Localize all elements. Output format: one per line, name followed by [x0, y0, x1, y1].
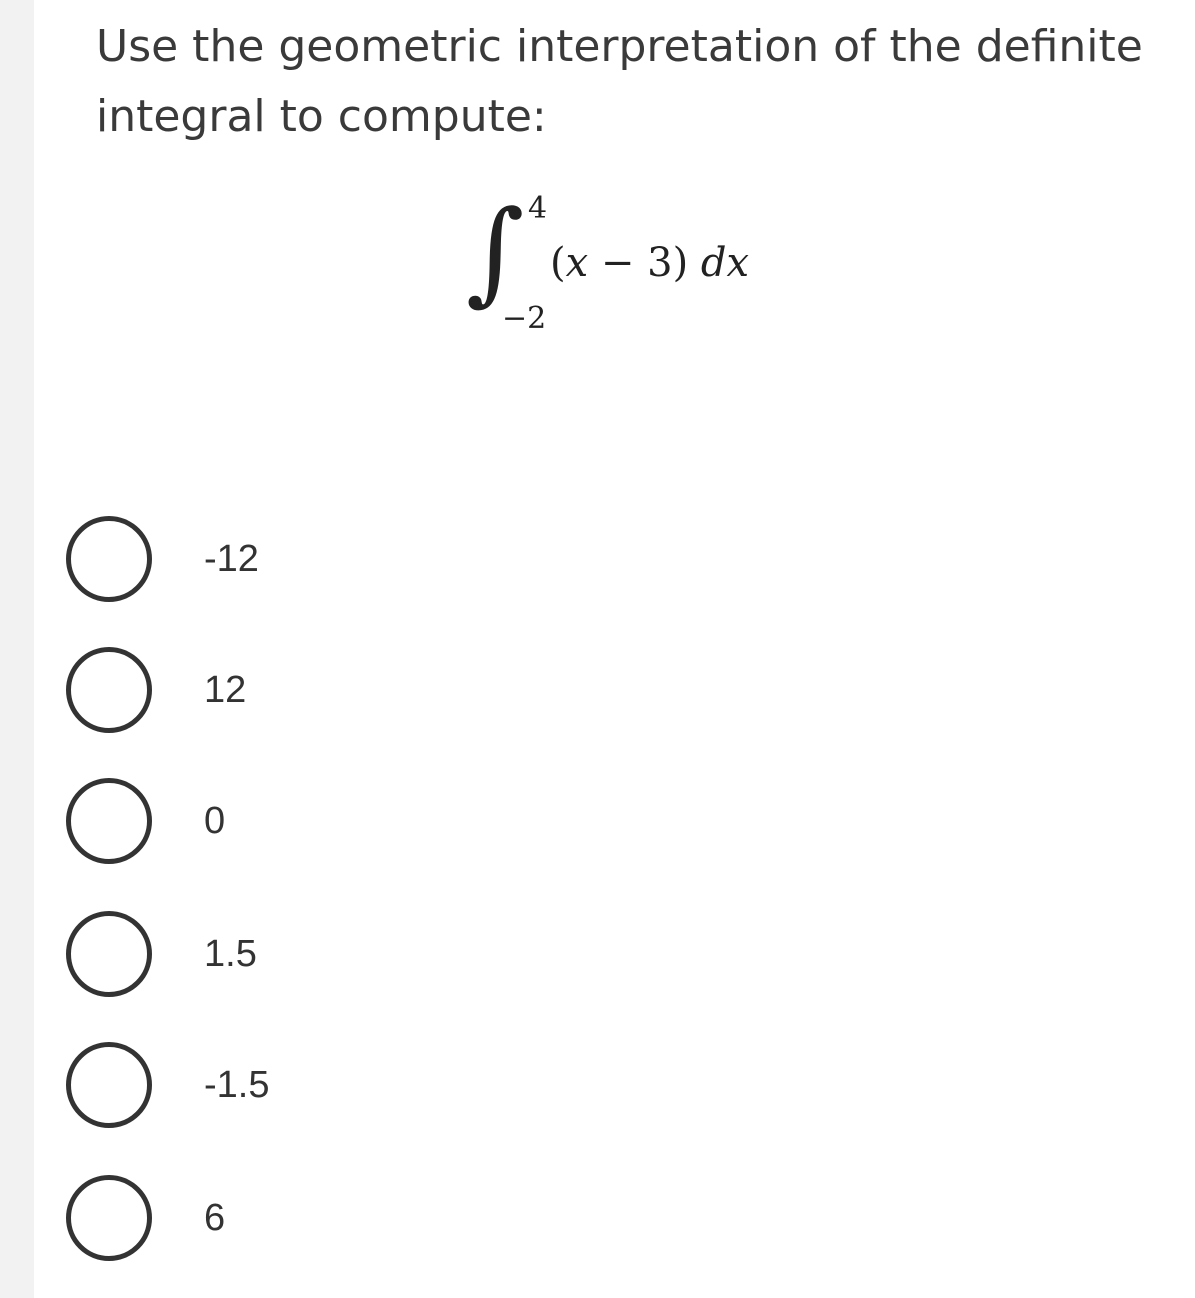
- integrand: [550, 238, 749, 288]
- choice-option[interactable]: [66, 511, 566, 607]
- radio-button[interactable]: [66, 1042, 152, 1128]
- differential: dx: [700, 240, 750, 286]
- choice-label: -1.5: [204, 1063, 270, 1106]
- minus-operator: −: [588, 240, 648, 286]
- choice-label: 1.5: [204, 932, 257, 975]
- choice-label: 12: [204, 668, 247, 711]
- close-paren: ): [672, 240, 689, 286]
- choice-option[interactable]: [66, 773, 566, 869]
- lower-limit: −2: [502, 301, 547, 336]
- choice-option[interactable]: [66, 906, 566, 1002]
- choice-option[interactable]: [66, 1170, 566, 1266]
- constant: 3: [647, 240, 673, 286]
- choice-label: 0: [204, 799, 226, 842]
- upper-limit: 4: [528, 191, 548, 226]
- radio-button[interactable]: [66, 778, 152, 864]
- radio-button[interactable]: [66, 647, 152, 733]
- choice-label: 6: [204, 1196, 226, 1239]
- choice-label: -12: [204, 537, 259, 580]
- question-text: Use the geometric interpretation of the definite integral to compute:: [96, 21, 1143, 142]
- choice-option[interactable]: [66, 1037, 566, 1133]
- radio-button[interactable]: [66, 516, 152, 602]
- radio-button[interactable]: [66, 1175, 152, 1261]
- integral-sign: ∫: [466, 187, 525, 317]
- left-gutter: [0, 0, 34, 1298]
- radio-button[interactable]: [66, 911, 152, 997]
- open-paren: (: [550, 240, 566, 286]
- choice-option[interactable]: [66, 642, 566, 738]
- variable-x: x: [565, 240, 589, 286]
